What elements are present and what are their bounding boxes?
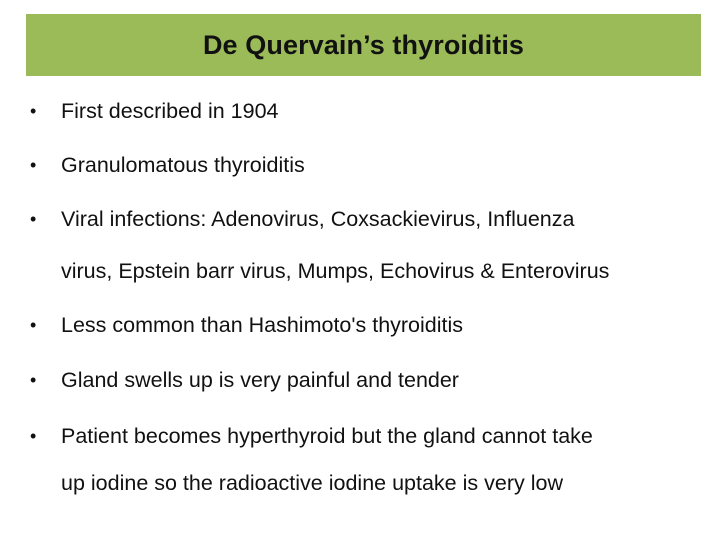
bullet-text: Gland swells up is very painful and tender <box>61 368 459 392</box>
bullet-text: virus, Epstein barr virus, Mumps, Echovirus & Enterovirus <box>61 259 610 283</box>
bullet-text: Patient becomes hyperthyroid but the gland cannot take <box>61 424 593 448</box>
bullet-dot: • <box>30 155 37 175</box>
bullet-text: First described in 1904 <box>61 99 279 123</box>
bullet-dot: • <box>30 426 37 446</box>
bullet-text: Granulomatous thyroiditis <box>61 153 305 177</box>
bullet-dot: • <box>30 209 37 229</box>
bullet-dot: • <box>30 101 37 121</box>
bullet-text: Less common than Hashimoto's thyroiditis <box>61 313 464 337</box>
slide-title: De Quervain’s thyroiditis <box>202 29 525 60</box>
bullet-text: up iodine so the radioactive iodine uptake is very low <box>61 471 563 495</box>
bullet-dot: • <box>30 315 37 335</box>
bullet-text: Viral infections: Adenovirus, Coxsackievirus, Influenza <box>61 207 575 231</box>
bullet-dot: • <box>30 370 37 390</box>
